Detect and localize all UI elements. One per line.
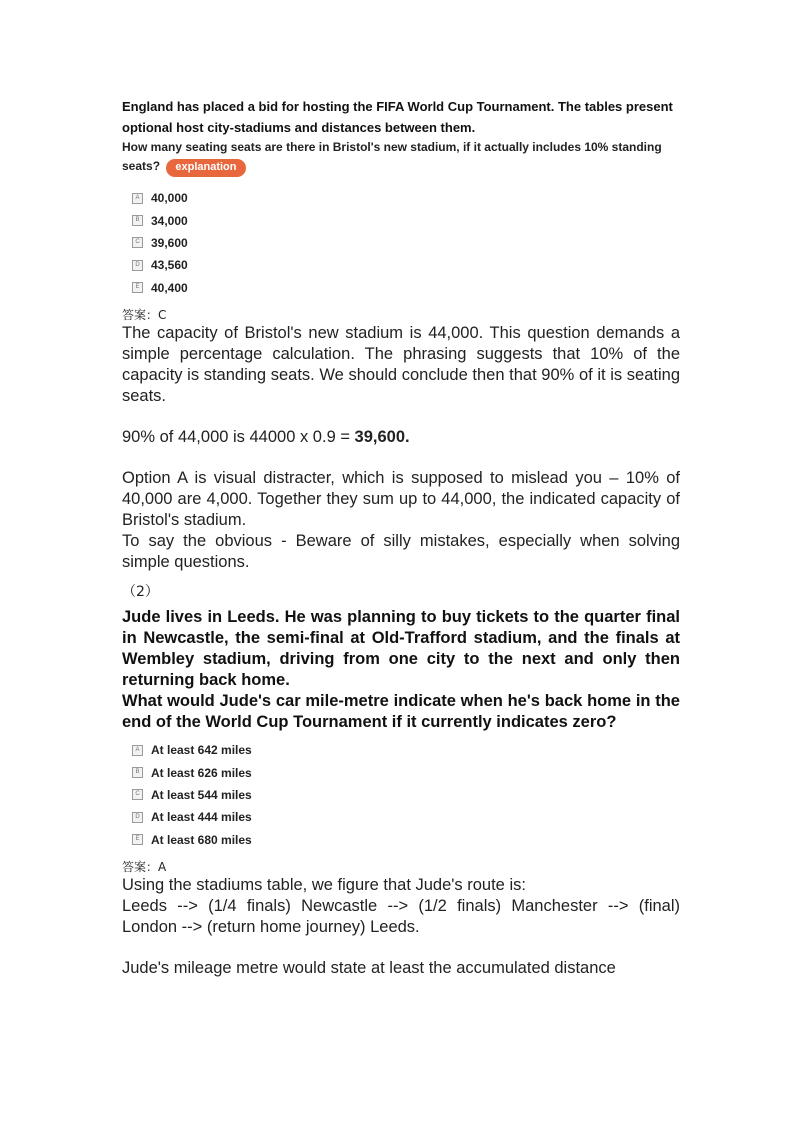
- calculation-text: 90% of 44,000 is 44000 x 0.9 =: [122, 427, 355, 446]
- option-b[interactable]: [132, 209, 680, 231]
- question-1-title: England has placed a bid for hosting the FIFA World Cup Tournament. The tables present optional host city-stadiums and distances between them.: [122, 99, 673, 135]
- option-b-checkbox-icon[interactable]: B: [132, 767, 143, 778]
- option-b-label: 34,000: [151, 213, 188, 228]
- question-2-number: （2）: [122, 583, 159, 600]
- question-1-explanation-p3: To say the obvious - Beware of silly mistakes, especially when solving simple questions.: [122, 531, 680, 571]
- question-1-prompt-line2: seats?: [122, 159, 161, 173]
- question-1-explanation-p2: Option A is visual distracter, which is supposed to mislead you – 10% of 40,000 are 4,000. Together they sum up to 44,000, the indicated capacity of Bristol's stadium.: [122, 468, 680, 529]
- question-2-answer: 答案：A: [122, 859, 167, 874]
- question-1-prompt-line1: How many seating seats are there in Bristol's new stadium, if it actually includes 10% standing: [122, 140, 662, 154]
- question-2-stem-p2: What would Jude's car mile-metre indicate when he's back home in the end of the World Cup Tournament if it currently indicates zero?: [122, 691, 680, 731]
- question-2-explanation-p2: Leeds --> (1/4 finals) Newcastle --> (1/2 finals) Manchester --> (final) London --> (return home journey) Leeds.: [122, 896, 680, 936]
- question-1-prompt: [122, 138, 680, 177]
- option-a-checkbox-icon[interactable]: A: [132, 745, 143, 756]
- option-c[interactable]: [132, 232, 680, 254]
- question-1-calculation: [122, 427, 680, 448]
- option-a-label: 40,000: [151, 191, 188, 206]
- explanation-button[interactable]: explanation: [166, 159, 245, 177]
- option-e-checkbox-icon[interactable]: E: [132, 282, 143, 293]
- option-b[interactable]: [132, 761, 680, 783]
- option-b-label: At least 626 miles: [151, 765, 252, 780]
- option-a-checkbox-icon[interactable]: A: [132, 193, 143, 204]
- question-1-answer: 答案：C: [122, 307, 167, 322]
- question-2-stem-p1: Jude lives in Leeds. He was planning to buy tickets to the quarter final in Newcastle, the semi-final at Old-Trafford stadium, and the finals at Wembley stadium, driving from one city to the next and only then returning back home.: [122, 607, 680, 689]
- option-a[interactable]: [132, 187, 680, 209]
- option-a[interactable]: [132, 739, 680, 761]
- option-c-checkbox-icon[interactable]: C: [132, 237, 143, 248]
- option-c[interactable]: [132, 784, 680, 806]
- option-d-checkbox-icon[interactable]: D: [132, 812, 143, 823]
- option-e-checkbox-icon[interactable]: E: [132, 834, 143, 845]
- calculation-result: 39,600.: [354, 427, 410, 446]
- option-e-label: At least 680 miles: [151, 832, 252, 847]
- option-a-label: At least 642 miles: [151, 743, 252, 758]
- question-1-explanation-p1: The capacity of Bristol's new stadium is 44,000. This question demands a simple percentage calculation. The phrasing suggests that 10% of the capacity is standing seats. We should conclude then that 90% of it is seating seats.: [122, 323, 680, 405]
- option-d-label: 43,560: [151, 258, 188, 273]
- question-2-options: [132, 739, 680, 851]
- option-e-label: 40,400: [151, 280, 188, 295]
- option-d-checkbox-icon[interactable]: D: [132, 260, 143, 271]
- option-e[interactable]: [132, 829, 680, 851]
- option-d[interactable]: [132, 254, 680, 276]
- question-2-explanation-p3: Jude's mileage metre would state at least the accumulated distance: [122, 958, 616, 977]
- option-d[interactable]: [132, 806, 680, 828]
- option-c-label: At least 544 miles: [151, 787, 252, 802]
- document-page: [122, 96, 680, 979]
- question-2-explanation-p1: Using the stadiums table, we figure that Jude's route is:: [122, 875, 526, 894]
- option-b-checkbox-icon[interactable]: B: [132, 215, 143, 226]
- option-c-label: 39,600: [151, 235, 188, 250]
- option-c-checkbox-icon[interactable]: C: [132, 789, 143, 800]
- option-d-label: At least 444 miles: [151, 810, 252, 825]
- question-1-options: [132, 187, 680, 299]
- option-e[interactable]: [132, 277, 680, 299]
